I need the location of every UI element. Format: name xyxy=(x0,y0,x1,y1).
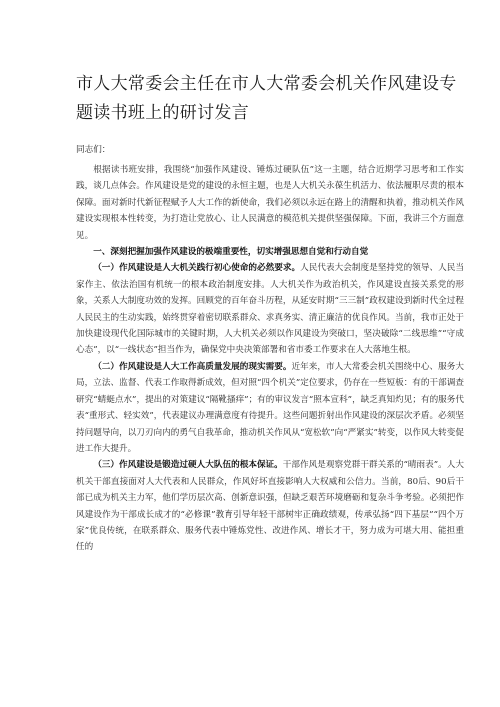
intro-paragraph: 根据读书班安排，我围绕“加强作风建设、锤炼过硬队伍”这一主题，结合近期学习思考和工作实践，谈几点体会。作风建设是党的建设的永恒主题，也是人大机关永葆生机活力、依法履职尽责的根本保障。面对新时代新征程赋予人大工作的新使命，我们必须以永远在路上的清醒和执着，推动机关作风建设实现根本性转变，为打造让党放心、让人民满意的模范机关提供坚强保障。下面，我讲三个方面意见。 xyxy=(76,165,464,241)
item-body-1: 人民代表大会制度是坚持党的领导、人民当家作主、依法治国有机统一的根本政治制度安排。人大机关作为政治机关，作风建设直接关系党的形象，关系人大制度功效的发挥。回顾党的百年奋斗历程，从延安时期“三三制”政权建设到新时代全过程人民民主的生动实践，始终贯穿着密切联系群众、求真务实、清正廉洁的优良作风。当前，我市正处于加快建设现代化国际城市的关键时期，人大机关必须以作风建设为突破口，坚决破除“二线思维”“守成心态”，以“一线状态”担当作为，确保党中央决策部署和省市委工作要求在人大落地生根。 xyxy=(76,263,464,356)
item-paragraph-1 xyxy=(76,260,464,358)
item-lead-2: （二）作风建设是人大工作高质量发展的现实需要。 xyxy=(93,361,292,372)
item-body-2: 近年来，市人大常委会机关围绕中心、服务大局，立法、监督、代表工作取得新成效，但对照“四个机关”定位要求，仍存在一些短板：有的干部调查研究“蜻蜓点水”，提出的对策建议“隔靴搔痒”；有的审议发言“照本宣科”，缺乏真知灼见；有的服务代表“重形式、轻实效”，代表建议办理满意度有待提升。这些问题折射出作风建设的深层次矛盾。必须坚持问题导向，以刀刃向内的勇气自我革命，推动机关作风从“宽松软”向“严紧实”转变，以作风大转变促进工作大提升。 xyxy=(76,361,464,454)
item-paragraph-2 xyxy=(76,359,464,457)
item-lead-3: （三）作风建设是锻造过硬人大队伍的根本保证。 xyxy=(93,460,283,471)
item-paragraph-3 xyxy=(76,457,464,555)
salutation: 同志们： xyxy=(76,145,111,155)
item-lead-1: （一）作风建设是人大机关践行初心使命的必然要求。 xyxy=(93,263,301,274)
section-heading-1: 一、深刻把握加强作风建设的极端重要性，切实增强思想自觉和行动自觉 xyxy=(93,247,369,258)
document-title: 市人大常委会主任在市人大常委会机关作风建设专题读书班上的研讨发言 xyxy=(76,74,457,123)
item-body-3: 干部作风是观察党群干群关系的“晴雨表”。人大机关干部直接面对人大代表和人民群众，作风好坏直接影响人大权威和公信力。当前，80后、90后干部已成为机关主力军，他们学历层次高、创新意识强，但缺乏艰苦环境磨砺和复杂斗争考验。必须把作风建设作为干部成长成才的“必修课”教育引导年轻干部树牢正确政绩观，传承弘扬“四下基层”“四个万家”优良传统，在联系群众、服务代表中锤炼党性、改进作风、增长才干，努力成为可堪大用、能担重任的 xyxy=(76,460,464,553)
